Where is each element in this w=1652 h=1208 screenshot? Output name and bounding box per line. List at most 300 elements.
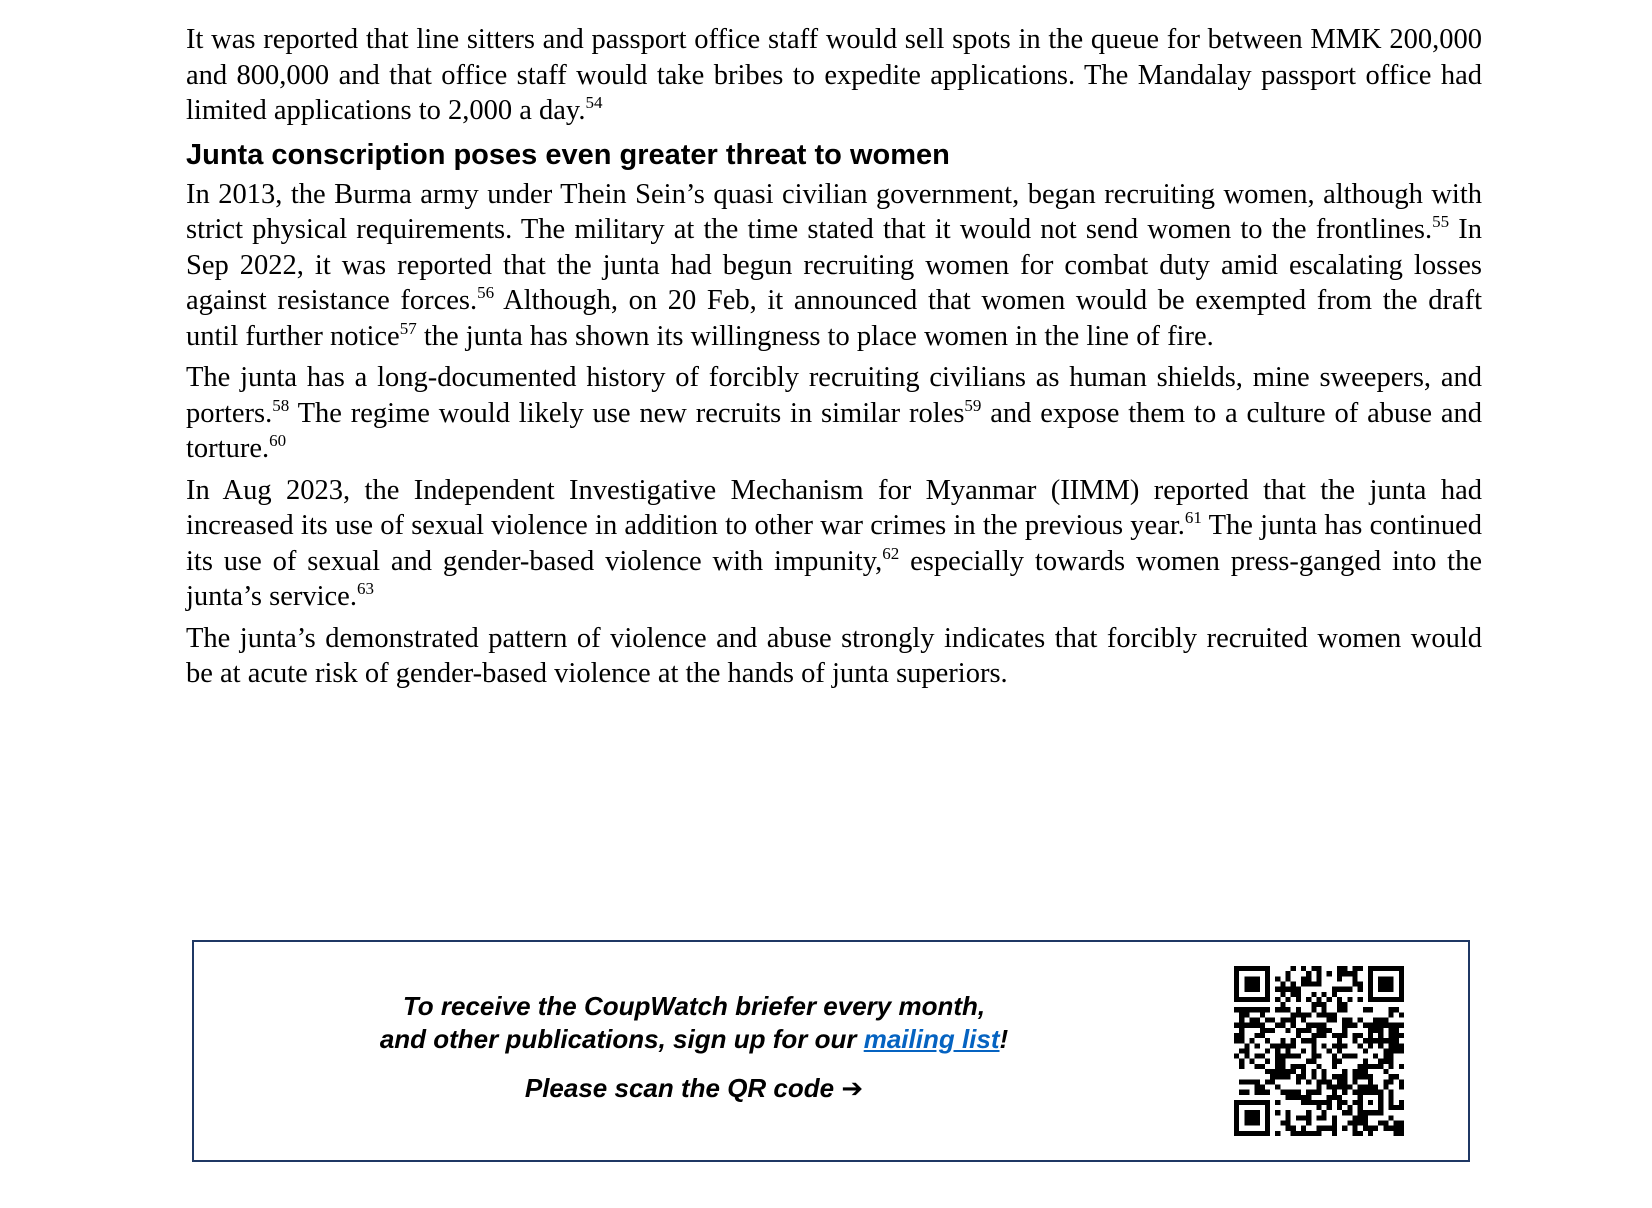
qr-module (1332, 1012, 1337, 1017)
qr-module (1234, 1121, 1239, 1126)
qr-module (1389, 1012, 1394, 1017)
qr-module (1280, 1121, 1285, 1126)
qr-module (1368, 1126, 1373, 1131)
qr-module (1280, 1018, 1285, 1023)
qr-module (1337, 1043, 1342, 1048)
qr-module (1316, 1028, 1321, 1033)
qr-module (1316, 1023, 1321, 1028)
qr-module (1265, 1079, 1270, 1084)
qr-module (1399, 966, 1404, 971)
qr-module (1363, 1126, 1368, 1131)
qr-module (1394, 1038, 1399, 1043)
qr-module (1399, 971, 1404, 976)
qr-module (1265, 971, 1270, 976)
qr-module (1306, 971, 1311, 976)
qr-module (1265, 997, 1270, 1002)
qr-module (1301, 976, 1306, 981)
qr-module (1296, 1033, 1301, 1038)
qr-module (1363, 1069, 1368, 1074)
qr-module (1363, 1048, 1368, 1053)
qr-module (1280, 1038, 1285, 1043)
qr-module (1358, 1069, 1363, 1074)
qr-module (1322, 1023, 1327, 1028)
paragraph-sexual-violence (186, 473, 1482, 615)
qr-module (1301, 1028, 1306, 1033)
qr-module (1363, 1090, 1368, 1095)
qr-module (1316, 1012, 1321, 1017)
qr-module (1306, 1038, 1311, 1043)
qr-module (1399, 1121, 1404, 1126)
qr-module (1265, 1100, 1270, 1105)
qr-module (1249, 997, 1254, 1002)
qr-module (1332, 987, 1337, 992)
document-body (186, 22, 1482, 698)
qr-module (1389, 1059, 1394, 1064)
qr-module (1291, 1038, 1296, 1043)
qr-module (1234, 1105, 1239, 1110)
qr-module (1368, 1043, 1373, 1048)
qr-module (1337, 1059, 1342, 1064)
qr-module (1291, 1126, 1296, 1131)
qr-module (1244, 1115, 1249, 1120)
qr-module (1239, 1090, 1244, 1095)
qr-module (1311, 1023, 1316, 1028)
qr-module (1363, 1064, 1368, 1069)
qr-module (1378, 987, 1383, 992)
qr-module (1306, 1100, 1311, 1105)
qr-module (1249, 1038, 1254, 1043)
qr-module (1368, 1033, 1373, 1038)
qr-module (1306, 1121, 1311, 1126)
qr-module (1368, 966, 1373, 971)
qr-module (1342, 1079, 1347, 1084)
qr-module (1383, 1079, 1388, 1084)
qr-module (1280, 987, 1285, 992)
qr-module (1296, 997, 1301, 1002)
qr-module (1296, 1012, 1301, 1017)
qr-module (1327, 1028, 1332, 1033)
qr-module (1352, 981, 1357, 986)
qr-module (1311, 966, 1316, 971)
qr-module (1306, 981, 1311, 986)
qr-module (1363, 1038, 1368, 1043)
qr-module (1337, 1048, 1342, 1053)
qr-module (1342, 1033, 1347, 1038)
qr-module (1280, 981, 1285, 986)
qr-module (1265, 1059, 1270, 1064)
qr-module (1239, 1038, 1244, 1043)
qr-module (1306, 1023, 1311, 1028)
qr-module (1383, 976, 1388, 981)
qr-module (1255, 966, 1260, 971)
qr-module (1316, 1002, 1321, 1007)
qr-module (1363, 1059, 1368, 1064)
qr-module (1244, 981, 1249, 986)
qr-module (1286, 1069, 1291, 1074)
qr-module (1244, 1054, 1249, 1059)
qr-module (1260, 1084, 1265, 1089)
qr-module (1239, 1059, 1244, 1064)
qr-module (1249, 1100, 1254, 1105)
qr-module (1383, 1054, 1388, 1059)
qr-module (1255, 1043, 1260, 1048)
qr-module (1275, 1100, 1280, 1105)
qr-module (1373, 1038, 1378, 1043)
qr-module (1322, 1069, 1327, 1074)
qr-module (1378, 1038, 1383, 1043)
qr-module (1352, 1023, 1357, 1028)
qr-module (1399, 1023, 1404, 1028)
qr-module (1322, 1079, 1327, 1084)
paragraph-text: and expose them to a culture of abuse and torture. (186, 397, 1482, 464)
qr-module (1337, 987, 1342, 992)
qr-module (1311, 1059, 1316, 1064)
qr-module (1306, 997, 1311, 1002)
qr-module (1358, 1043, 1363, 1048)
qr-module (1337, 976, 1342, 981)
qr-module (1296, 1095, 1301, 1100)
qr-module (1286, 1095, 1291, 1100)
qr-module (1368, 987, 1373, 992)
qr-module (1378, 976, 1383, 981)
qr-module (1306, 976, 1311, 981)
qr-module (1301, 1115, 1306, 1120)
qr-module (1265, 1028, 1270, 1033)
qr-module (1316, 1079, 1321, 1084)
qr-module (1316, 1064, 1321, 1069)
qr-module (1255, 1079, 1260, 1084)
footnote-ref[interactable]: 63 (356, 579, 374, 598)
qr-module (1280, 1069, 1285, 1074)
qr-module (1311, 1002, 1316, 1007)
qr-module (1265, 1038, 1270, 1043)
qr-module (1394, 1131, 1399, 1136)
qr-module (1306, 1115, 1311, 1120)
qr-module (1286, 1028, 1291, 1033)
qr-module (1389, 1028, 1394, 1033)
qr-module (1337, 971, 1342, 976)
qr-module (1383, 1059, 1388, 1064)
qr-module (1280, 1064, 1285, 1069)
qr-module (1373, 1090, 1378, 1095)
qr-module (1352, 1100, 1357, 1105)
paragraph-conclusion (186, 621, 1482, 692)
qr-module (1347, 1023, 1352, 1028)
qr-module (1249, 1115, 1254, 1120)
qr-code-icon[interactable] (1234, 966, 1404, 1136)
qr-module (1399, 1033, 1404, 1038)
qr-module (1286, 987, 1291, 992)
qr-module (1265, 992, 1270, 997)
qr-module (1368, 1079, 1373, 1084)
qr-module (1291, 1095, 1296, 1100)
paragraph-text: the junta has shown its willingness to place women in the line of fire. (416, 320, 1214, 352)
qr-module (1296, 1064, 1301, 1069)
qr-module (1378, 1095, 1383, 1100)
qr-module (1265, 1069, 1270, 1074)
qr-module (1373, 1126, 1378, 1131)
qr-module (1378, 1090, 1383, 1095)
qr-module (1260, 1090, 1265, 1095)
qr-module (1337, 1079, 1342, 1084)
qr-module (1286, 1018, 1291, 1023)
qr-module (1378, 1023, 1383, 1028)
qr-module (1347, 971, 1352, 976)
qr-module (1316, 1090, 1321, 1095)
footnote-ref[interactable]: 57 (399, 318, 417, 338)
qr-module (1322, 1028, 1327, 1033)
qr-module (1394, 1105, 1399, 1110)
qr-module (1389, 981, 1394, 986)
qr-module (1358, 1131, 1363, 1136)
qr-module (1244, 1007, 1249, 1012)
qr-module (1352, 976, 1357, 981)
qr-module (1301, 1012, 1306, 1017)
signup-line-2-text: and other publications, sign up for our (379, 1024, 864, 1054)
qr-module (1389, 1054, 1394, 1059)
qr-module (1255, 1090, 1260, 1095)
footnote-ref[interactable]: 58 (272, 395, 290, 415)
qr-module (1275, 1069, 1280, 1074)
qr-module (1301, 1048, 1306, 1053)
qr-module (1296, 1028, 1301, 1033)
paragraph-text: especially towards women press-ganged into the junta’s service. (186, 545, 1482, 612)
qr-module (1249, 966, 1254, 971)
qr-module (1280, 1074, 1285, 1079)
qr-module (1316, 976, 1321, 981)
qr-module (1342, 1007, 1347, 1012)
qr-module (1255, 1110, 1260, 1115)
qr-module (1389, 1038, 1394, 1043)
qr-module (1347, 1018, 1352, 1023)
qr-module (1342, 1002, 1347, 1007)
qr-module (1275, 1054, 1280, 1059)
qr-module (1383, 1023, 1388, 1028)
qr-module (1280, 1090, 1285, 1095)
qr-module (1286, 1090, 1291, 1095)
mailing-list-link[interactable]: mailing list (863, 1024, 1000, 1054)
qr-module (1389, 987, 1394, 992)
qr-module (1337, 1100, 1342, 1105)
qr-module (1352, 1054, 1357, 1059)
qr-module (1275, 976, 1280, 981)
qr-module (1255, 1033, 1260, 1038)
qr-module (1394, 1033, 1399, 1038)
qr-module (1332, 992, 1337, 997)
qr-module (1291, 1054, 1296, 1059)
qr-module (1286, 1121, 1291, 1126)
qr-module (1368, 1064, 1373, 1069)
qr-module (1249, 1110, 1254, 1115)
footnote-ref[interactable]: 59 (964, 395, 982, 415)
qr-module (1383, 966, 1388, 971)
qr-module (1358, 997, 1363, 1002)
qr-module (1363, 1023, 1368, 1028)
qr-module (1306, 1110, 1311, 1115)
qr-module (1286, 1043, 1291, 1048)
footnote-ref[interactable]: 62 (882, 543, 900, 563)
qr-module (1347, 1105, 1352, 1110)
qr-module (1368, 1023, 1373, 1028)
qr-module (1342, 987, 1347, 992)
qr-module (1286, 1007, 1291, 1012)
qr-module (1239, 1018, 1244, 1023)
qr-module (1234, 1033, 1239, 1038)
qr-module (1255, 1131, 1260, 1136)
qr-module (1270, 1043, 1275, 1048)
qr-module (1239, 997, 1244, 1002)
qr-module (1389, 1100, 1394, 1105)
qr-module (1399, 997, 1404, 1002)
qr-module (1327, 1105, 1332, 1110)
qr-module (1358, 987, 1363, 992)
signup-line-2 (324, 1023, 1064, 1056)
paragraph-forced-recruitment-history (186, 360, 1482, 467)
qr-module (1280, 1002, 1285, 1007)
qr-module (1352, 1033, 1357, 1038)
qr-module (1373, 1028, 1378, 1033)
qr-module (1342, 1069, 1347, 1074)
qr-module (1286, 971, 1291, 976)
qr-module (1244, 987, 1249, 992)
qr-module (1291, 1090, 1296, 1095)
qr-module (1394, 1043, 1399, 1048)
qr-module (1322, 1126, 1327, 1131)
qr-module (1342, 1028, 1347, 1033)
qr-module (1286, 1126, 1291, 1131)
paragraph-text: In Sep 2022, it was reported that the junta had begun recruiting women for combat duty amid escalating losses against resistance forces. (186, 214, 1482, 316)
qr-module (1306, 1095, 1311, 1100)
qr-module (1286, 976, 1291, 981)
paragraph-text: The regime would likely use new recruits in similar roles (289, 397, 965, 429)
qr-module (1234, 1115, 1239, 1120)
qr-module (1280, 992, 1285, 997)
qr-module (1316, 966, 1321, 971)
qr-module (1322, 1115, 1327, 1120)
qr-module (1275, 997, 1280, 1002)
qr-module (1296, 1054, 1301, 1059)
footnote-ref[interactable]: 54 (585, 93, 603, 112)
qr-module (1291, 1043, 1296, 1048)
qr-module (1275, 1043, 1280, 1048)
qr-module (1368, 976, 1373, 981)
qr-module (1255, 1023, 1260, 1028)
qr-module (1306, 1059, 1311, 1064)
footnote-ref[interactable]: 56 (477, 283, 495, 302)
qr-module (1260, 1028, 1265, 1033)
qr-module (1358, 981, 1363, 986)
qr-module (1270, 1069, 1275, 1074)
qr-module (1389, 1115, 1394, 1120)
qr-module (1311, 1048, 1316, 1053)
qr-module (1239, 1100, 1244, 1105)
qr-module (1244, 1048, 1249, 1053)
qr-module (1291, 992, 1296, 997)
qr-module (1383, 1084, 1388, 1089)
qr-module (1368, 981, 1373, 986)
qr-module (1291, 1131, 1296, 1136)
qr-module (1244, 1079, 1249, 1084)
qr-module (1296, 1115, 1301, 1120)
qr-module (1373, 966, 1378, 971)
qr-module (1399, 1100, 1404, 1105)
qr-module (1327, 1048, 1332, 1053)
qr-module (1383, 981, 1388, 986)
qr-module (1322, 1007, 1327, 1012)
qr-module (1352, 1079, 1357, 1084)
qr-module (1265, 966, 1270, 971)
qr-module (1316, 981, 1321, 986)
qr-module (1265, 1115, 1270, 1120)
qr-module (1378, 1110, 1383, 1115)
qr-module (1260, 1033, 1265, 1038)
qr-module (1255, 1018, 1260, 1023)
qr-module (1260, 1100, 1265, 1105)
qr-module (1368, 1100, 1373, 1105)
qr-module (1275, 987, 1280, 992)
qr-module (1239, 1131, 1244, 1136)
paragraph-text: The junta’s demonstrated pattern of violence and abuse strongly indicates that forcibly recruited women would be at acute risk of gender-based violence at the hands of junta superiors. (186, 622, 1482, 689)
qr-module (1301, 1131, 1306, 1136)
qr-module (1394, 1121, 1399, 1126)
qr-module (1301, 1064, 1306, 1069)
qr-module (1291, 1023, 1296, 1028)
qr-module (1352, 1090, 1357, 1095)
qr-module (1378, 1100, 1383, 1105)
qr-module (1265, 1048, 1270, 1053)
qr-module (1347, 987, 1352, 992)
qr-module (1399, 1131, 1404, 1136)
qr-module (1322, 1110, 1327, 1115)
qr-module (1286, 1110, 1291, 1115)
qr-module (1383, 987, 1388, 992)
qr-module (1311, 1100, 1316, 1105)
qr-module (1358, 1110, 1363, 1115)
qr-module (1389, 1074, 1394, 1079)
paragraph-text: It was reported that line sitters and passport office staff would sell spots in the queue for between MMK 200,000 and 800,000 and that office staff would take bribes to expedite applications. The Mandalay passport office had limited applications to 2,000 a day. (186, 24, 1482, 126)
footnote-ref[interactable]: 60 (269, 431, 287, 450)
qr-module (1239, 1028, 1244, 1033)
qr-module (1275, 1023, 1280, 1028)
qr-module (1368, 1038, 1373, 1043)
qr-module (1239, 1048, 1244, 1053)
qr-module (1286, 1074, 1291, 1079)
qr-module (1378, 966, 1383, 971)
qr-module (1260, 966, 1265, 971)
qr-module (1378, 1018, 1383, 1023)
qr-module (1373, 1110, 1378, 1115)
qr-module (1332, 1018, 1337, 1023)
paragraph-text: The junta has a long-documented history of forcibly recruiting civilians as human shields, mine sweepers, and porters. (186, 362, 1482, 429)
qr-module (1378, 1105, 1383, 1110)
footnote-ref[interactable]: 55 (1432, 212, 1450, 231)
qr-module (1301, 1018, 1306, 1023)
footnote-ref[interactable]: 61 (1184, 508, 1202, 527)
qr-module (1255, 1084, 1260, 1089)
qr-module (1301, 1095, 1306, 1100)
qr-module (1378, 997, 1383, 1002)
qr-module (1399, 1012, 1404, 1017)
qr-module (1280, 1007, 1285, 1012)
qr-module (1234, 1131, 1239, 1136)
qr-module (1389, 1095, 1394, 1100)
qr-module (1260, 1131, 1265, 1136)
qr-module (1296, 1079, 1301, 1084)
qr-module (1265, 1121, 1270, 1126)
qr-module (1280, 1054, 1285, 1059)
qr-module (1286, 1048, 1291, 1053)
qr-module (1311, 1074, 1316, 1079)
